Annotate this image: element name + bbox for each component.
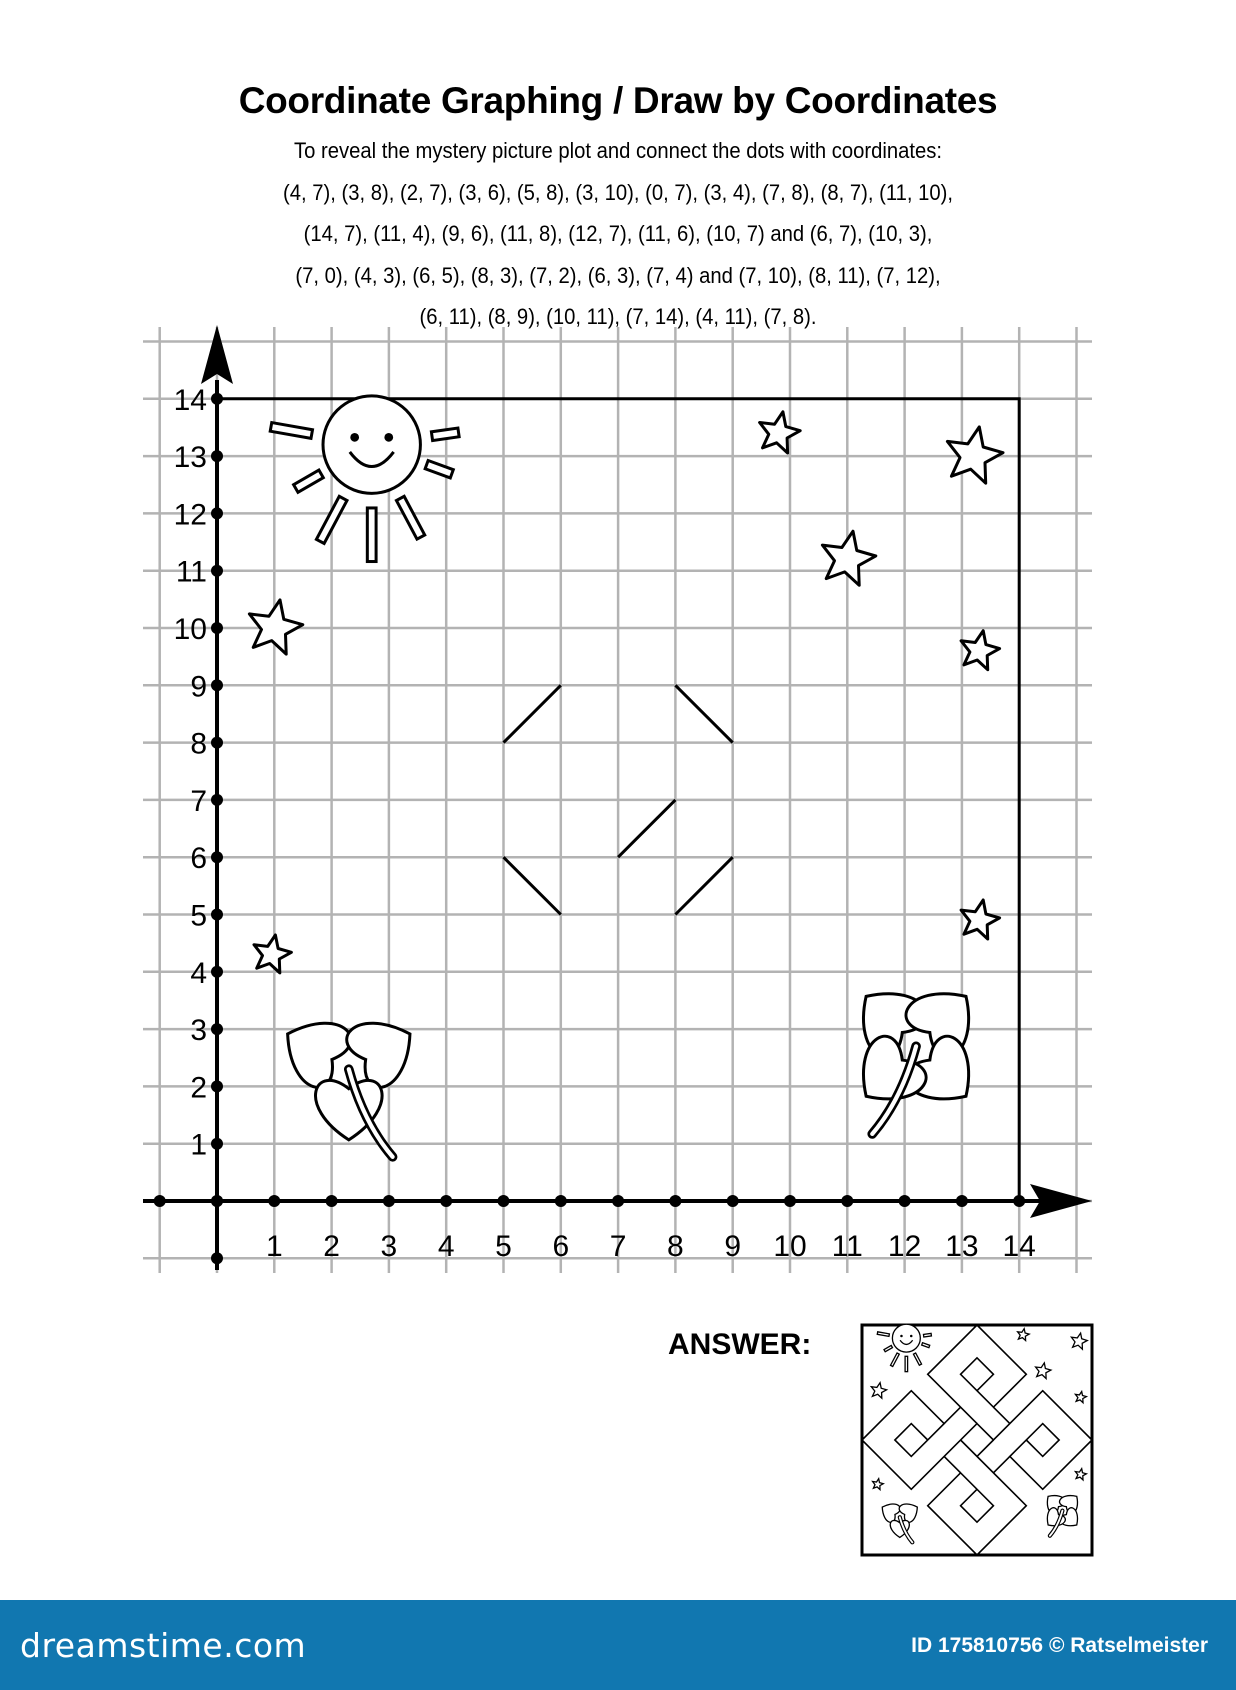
x-axis-dot	[326, 1195, 338, 1207]
x-axis-dot	[956, 1195, 968, 1207]
star-icon	[822, 531, 875, 585]
y-tick-label: 6	[190, 842, 207, 876]
y-axis-dot	[211, 679, 223, 691]
answer-thumbnail	[862, 1324, 1092, 1555]
y-axis-dot	[211, 450, 223, 462]
dreamstime-logo[interactable]: dreamstime.com	[20, 1626, 307, 1665]
x-axis-dot	[841, 1195, 853, 1207]
x-tick-label: 2	[323, 1230, 340, 1263]
star-icon	[961, 900, 1000, 939]
coordinate-line: (7, 0), (4, 3), (6, 5), (8, 3), (7, 2), (6, 3), (7, 4) and (7, 10), (8, 11), (7, 12),	[295, 263, 941, 288]
instruction-text: To reveal the mystery picture plot and connect the dots with coordinates:	[293, 138, 943, 163]
sun-ray	[367, 508, 376, 562]
sun-ray	[425, 461, 453, 478]
x-tick-label: 11	[831, 1230, 863, 1263]
sun-ray	[396, 496, 424, 539]
x-tick-label: 6	[552, 1230, 570, 1263]
y-tick-label: 7	[190, 784, 207, 818]
y-tick-label: 1	[190, 1128, 207, 1162]
y-axis-dot	[211, 909, 223, 921]
answer-label: ANSWER:	[668, 1328, 812, 1361]
x-axis-dot	[383, 1195, 395, 1207]
star-icon	[961, 631, 1000, 670]
x-tick-label: 1	[265, 1230, 283, 1263]
sun-face	[892, 1324, 920, 1352]
coordinate-line: (14, 7), (11, 4), (9, 6), (11, 8), (12, 7), (11, 6), (10, 7) and (6, 7), (10, 3),	[303, 221, 933, 246]
y-axis-dot	[211, 507, 223, 519]
x-tick-label: 5	[495, 1230, 512, 1263]
sun-eye	[900, 1335, 903, 1338]
page-title: Coordinate Graphing / Draw by Coordinates	[238, 80, 998, 121]
x-axis-dot	[154, 1195, 166, 1207]
x-tick-label: 3	[380, 1230, 398, 1263]
y-tick-label: 13	[173, 441, 207, 475]
y-tick-label: 12	[173, 498, 207, 532]
y-tick-label: 2	[190, 1071, 207, 1105]
y-tick-label: 5	[190, 899, 207, 933]
y-axis-dot	[211, 851, 223, 863]
predrawn-segment	[618, 800, 675, 857]
sun-ray	[294, 470, 324, 492]
x-tick-label: 12	[887, 1230, 922, 1263]
y-axis-dot	[211, 966, 223, 978]
y-axis-dot	[211, 565, 223, 577]
y-axis-dot	[211, 737, 223, 749]
footer-banner	[0, 1600, 1236, 1690]
y-tick-label: 4	[190, 956, 207, 990]
clover-leaf	[271, 1005, 356, 1092]
x-axis-dot	[440, 1195, 452, 1207]
star-icon	[254, 935, 291, 973]
sun-ray	[905, 1356, 908, 1371]
sun-eye	[350, 433, 359, 442]
x-tick-label: 4	[437, 1230, 455, 1263]
x-tick-label: 13	[945, 1230, 979, 1263]
coordinate-line: (4, 7), (3, 8), (2, 7), (3, 6), (5, 8), (3, 10), (0, 7), (3, 4), (7, 8), (8, 7), (11, 10),	[282, 180, 953, 205]
sun-ray	[431, 428, 459, 440]
x-tick-label: 14	[1002, 1230, 1036, 1263]
x-tick-label: 7	[609, 1230, 627, 1263]
y-axis-dot	[211, 1138, 223, 1150]
predrawn-segment	[675, 685, 732, 742]
y-tick-label: 3	[190, 1014, 207, 1048]
sun-ray	[923, 1333, 931, 1337]
sun-eye	[384, 433, 393, 442]
decorations	[249, 396, 1003, 1157]
x-tick-label: 10	[773, 1230, 807, 1263]
coordinate-line: (6, 11), (8, 9), (10, 11), (7, 14), (4, 11), (7, 8).	[419, 304, 817, 329]
sun-ray	[270, 423, 312, 439]
predrawn-segment	[675, 857, 732, 914]
predrawn-segment	[504, 857, 561, 914]
y-axis-dot	[211, 1252, 223, 1264]
y-axis-dot	[211, 622, 223, 634]
x-axis-dot	[268, 1195, 280, 1207]
x-axis-dot	[899, 1195, 911, 1207]
sun-eye	[910, 1335, 913, 1338]
y-tick-label: 10	[173, 613, 207, 646]
star-icon	[760, 412, 801, 453]
x-axis-dot	[498, 1195, 510, 1207]
y-tick-label: 8	[190, 727, 207, 761]
y-tick-label: 14	[173, 383, 207, 417]
x-tick-label: 9	[724, 1230, 742, 1263]
x-axis-dot	[669, 1195, 681, 1207]
x-tick-label: 8	[667, 1230, 684, 1263]
predrawn-segment	[504, 685, 561, 742]
x-axis-dot	[555, 1195, 567, 1207]
y-axis-dot	[211, 393, 223, 405]
y-axis-dot	[211, 794, 223, 806]
y-tick-label: 9	[190, 670, 207, 704]
x-axis-dot	[612, 1195, 624, 1207]
y-tick-label: 11	[175, 555, 207, 589]
image-credit: ID 175810756 © Ratselmeister	[911, 1634, 1208, 1657]
y-axis-dot	[211, 1080, 223, 1092]
x-axis-dot	[727, 1195, 739, 1207]
sun-face	[323, 396, 420, 493]
x-axis-dot	[784, 1195, 796, 1207]
y-axis-dot	[211, 1195, 223, 1207]
x-axis-dot	[1013, 1195, 1025, 1207]
y-axis-dot	[211, 1023, 223, 1035]
